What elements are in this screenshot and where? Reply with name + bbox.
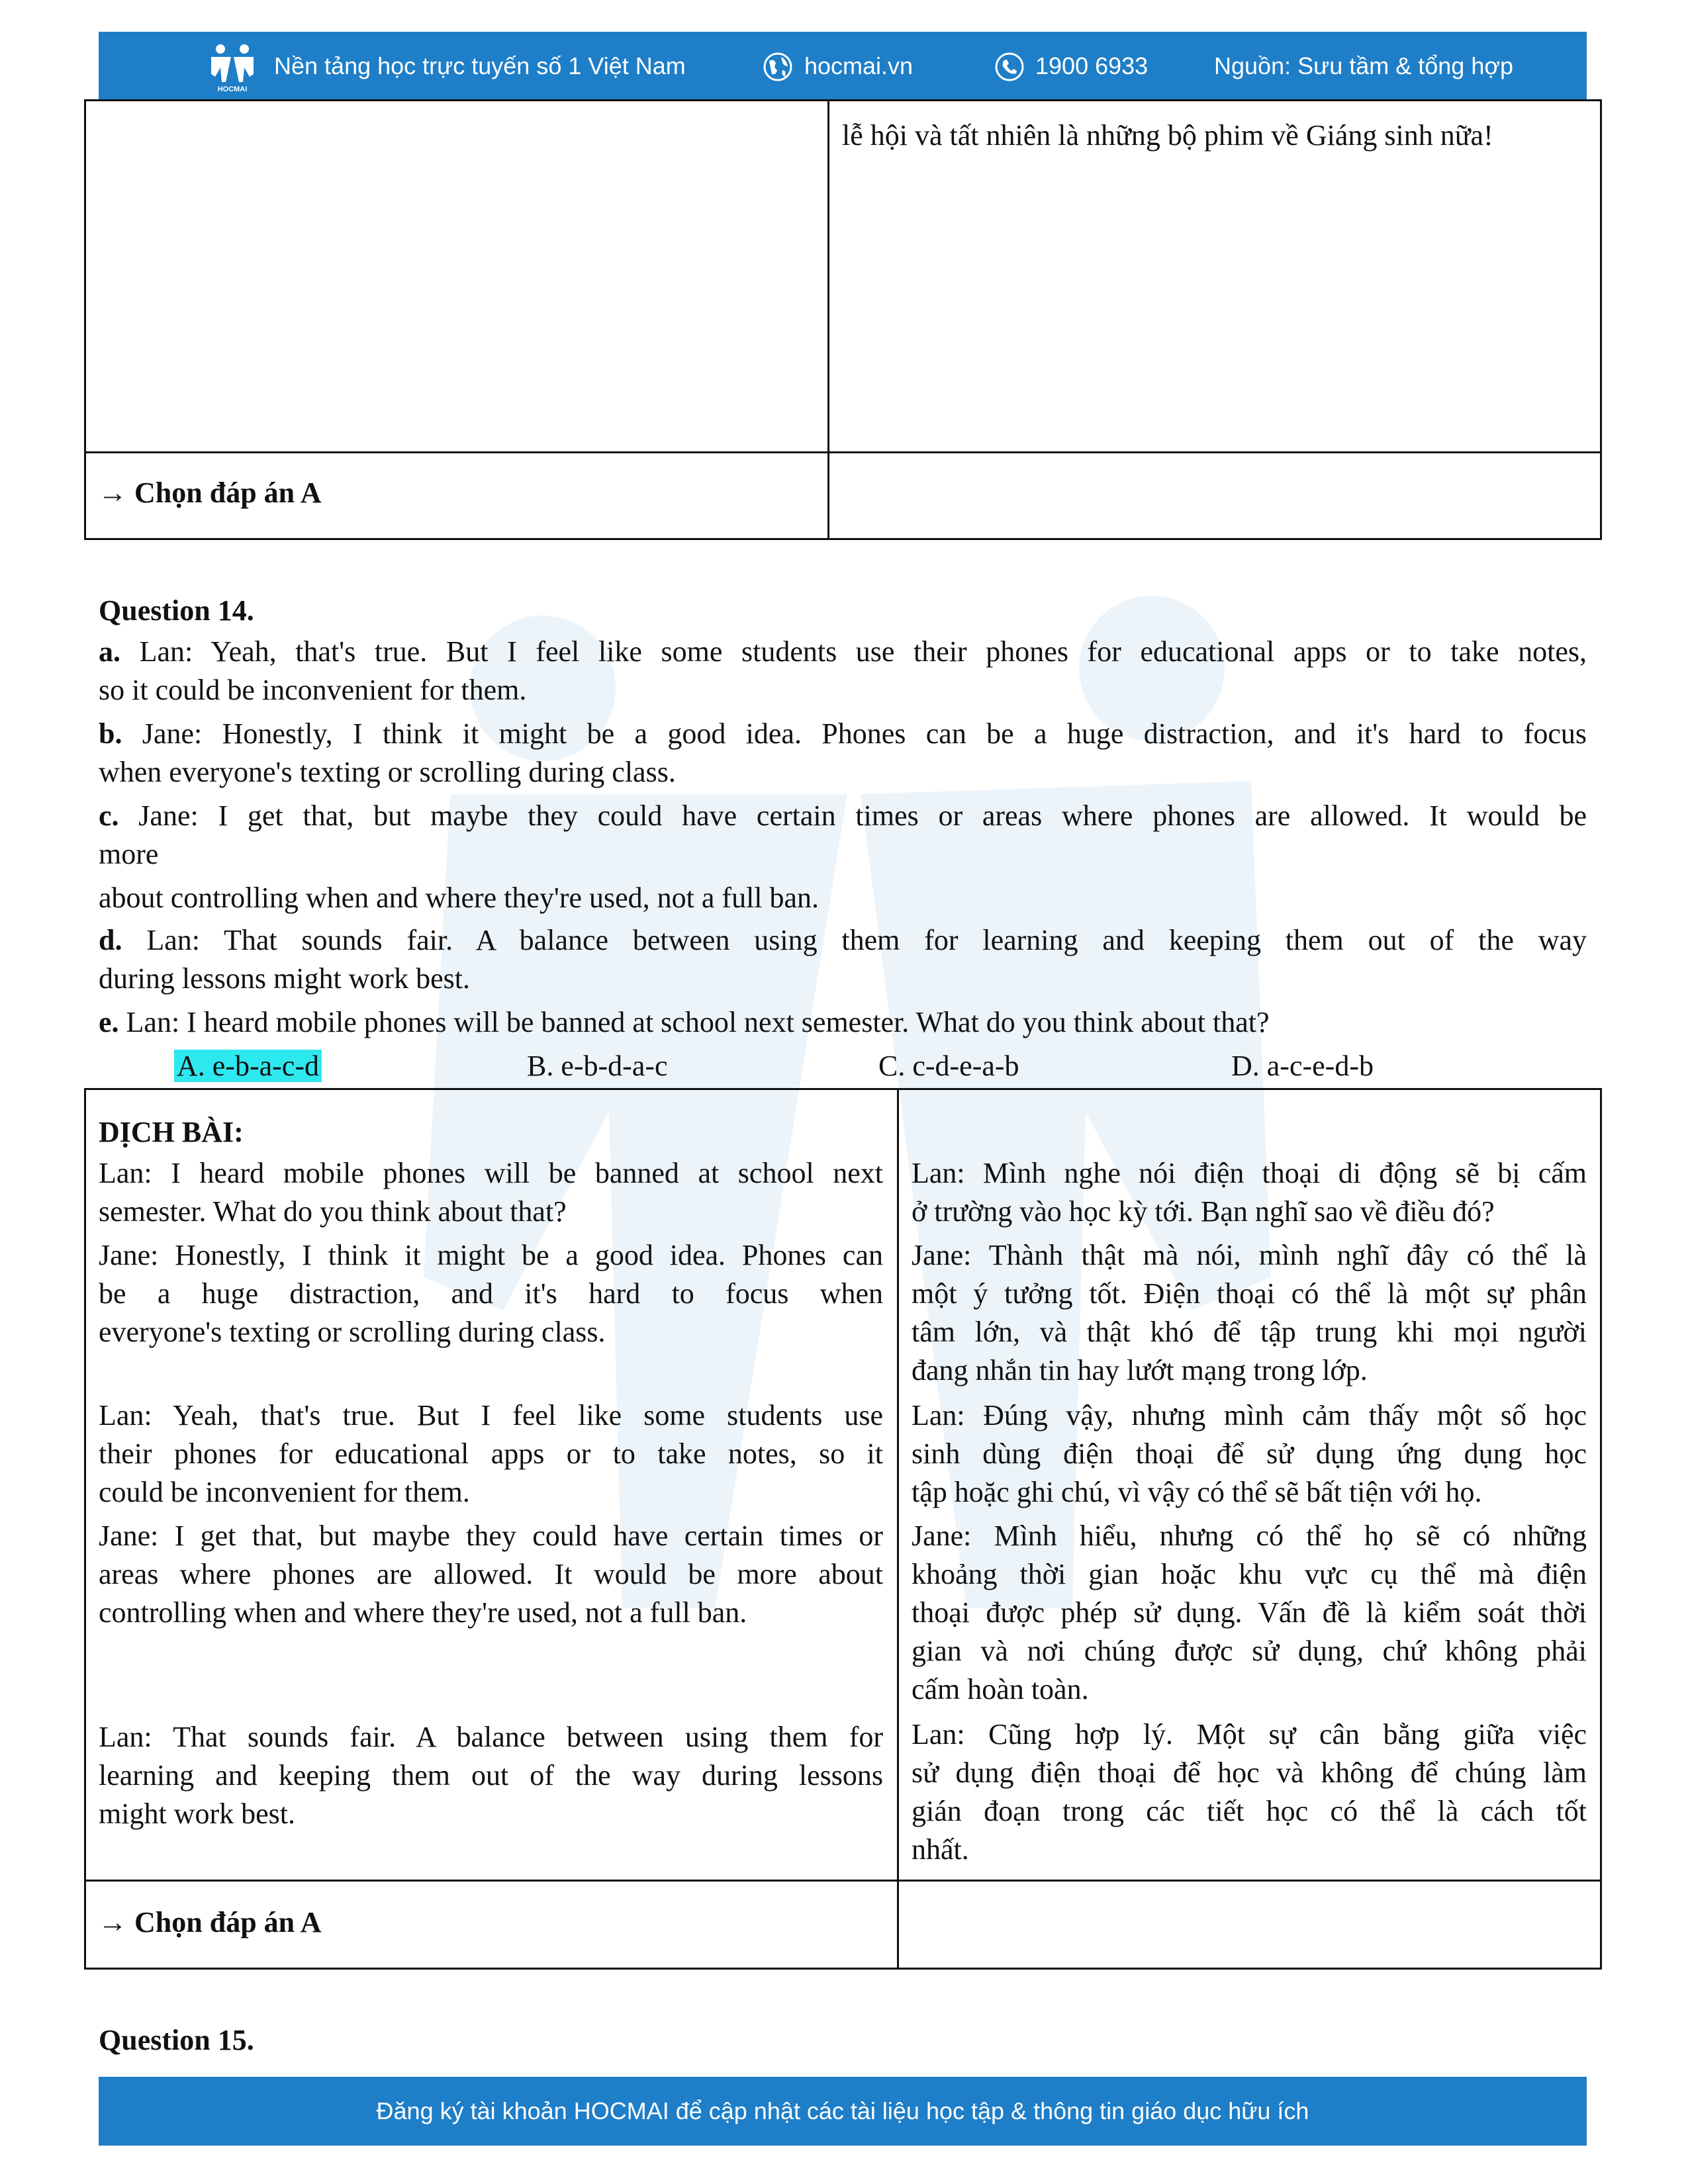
right-line: tâm lớn, và thật khó để tập trung khi mọi người bbox=[912, 1316, 1587, 1348]
option-text: Jane: I get that, but maybe they could have certain times or areas where phones are allowed. It would be bbox=[138, 799, 1587, 832]
left-line: their phones for educational apps or to take notes, so it bbox=[99, 1437, 883, 1470]
right-line: Jane: Thành thật mà nói, mình nghĩ đây có thể là bbox=[912, 1239, 1587, 1271]
footer-text: Đăng ký tài khoản HOCMAI để cập nhật các tài liệu học tập & thông tin giáo dục hữu ích bbox=[376, 2097, 1309, 2124]
answer-choice-b[interactable]: B. e-b-d-a-c bbox=[527, 1050, 668, 1082]
left-line: might work best. bbox=[99, 1797, 295, 1830]
table-divider bbox=[84, 451, 1602, 453]
globe-icon bbox=[763, 52, 793, 82]
right-line: gian và nơi chúng được sử dụng, chứ không phải bbox=[912, 1635, 1587, 1667]
top-banner bbox=[99, 32, 1587, 101]
q14-option-b-line1 bbox=[99, 715, 1587, 753]
option-label: d. bbox=[99, 924, 122, 956]
question-15-title: Question 15. bbox=[99, 2024, 254, 2056]
option-label: c. bbox=[99, 799, 119, 832]
right-line: nhất. bbox=[912, 1833, 969, 1866]
right-line: cấm hoàn toàn. bbox=[912, 1673, 1089, 1706]
left-line: controlling when and where they're used, not a full ban. bbox=[99, 1596, 747, 1629]
left-line: could be inconvenient for them. bbox=[99, 1476, 470, 1508]
option-label: b. bbox=[99, 717, 122, 750]
q14-option-a-line1 bbox=[99, 633, 1587, 671]
table-divider bbox=[897, 1088, 899, 1970]
left-line: Jane: Honestly, I think it might be a good idea. Phones can bbox=[99, 1239, 883, 1271]
header-website-link[interactable]: hocmai.vn bbox=[804, 52, 914, 79]
right-line: tập hoặc ghi chú, vì vậy có thể sẽ bất tiện với họ. bbox=[912, 1476, 1482, 1508]
left-line: Jane: I get that, but maybe they could have certain times or bbox=[99, 1520, 883, 1552]
header-tagline: Nền tảng học trực tuyến số 1 Việt Nam bbox=[274, 52, 686, 79]
left-line: areas where phones are allowed. It would be more about bbox=[99, 1558, 883, 1590]
q14-option-d-line1 bbox=[99, 921, 1587, 960]
phone-icon bbox=[994, 52, 1025, 82]
previous-translation-text: lễ hội và tất nhiên là những bộ phim về Giáng sinh nữa! bbox=[842, 119, 1493, 152]
logo-wordmark: HOCMAI bbox=[217, 85, 248, 93]
right-line: thoại được phép sử dụng. Vấn đề là kiểm soát thời bbox=[912, 1596, 1587, 1629]
q14-option-c-line2: more bbox=[99, 838, 159, 870]
answer-choice-c[interactable]: C. c-d-e-a-b bbox=[878, 1050, 1019, 1082]
right-line: sinh dùng điện thoại để sử dụng ứng dụng học bbox=[912, 1437, 1587, 1470]
option-text: Lan: Yeah, that's true. But I feel like some students use their phones for educational apps or to take notes, bbox=[139, 635, 1587, 668]
option-text: Lan: That sounds fair. A balance between using them for learning and keeping them out of the way bbox=[146, 924, 1587, 956]
right-line: gián đoạn trong các tiết học có thể là cách tốt bbox=[912, 1795, 1587, 1827]
left-line: be a huge distraction, and it's hard to focus when bbox=[99, 1277, 883, 1310]
right-line: ở trường vào học kỳ tới. Bạn nghĩ sao về điều đó? bbox=[912, 1195, 1495, 1228]
correct-answer-highlight: A. e-b-a-c-d bbox=[174, 1050, 322, 1082]
left-line: Lan: That sounds fair. A balance between using them for bbox=[99, 1721, 883, 1753]
left-line: semester. What do you think about that? bbox=[99, 1195, 567, 1228]
q14-option-a-line2: so it could be inconvenient for them. bbox=[99, 674, 527, 706]
option-text: Lan: I heard mobile phones will be banned at school next semester. What do you think about that? bbox=[126, 1006, 1270, 1038]
q14-option-b-line2: when everyone's texting or scrolling during class. bbox=[99, 756, 676, 788]
right-line: Lan: Mình nghe nói điện thoại di động sẽ bị cấm bbox=[912, 1157, 1587, 1189]
answer-choice-a[interactable] bbox=[174, 1047, 322, 1085]
bottom-banner[interactable] bbox=[99, 2077, 1587, 2146]
right-line: khoảng thời gian hoặc khu vực cụ thể mà điện bbox=[912, 1558, 1587, 1590]
previous-answer: → Chọn đáp án A bbox=[98, 477, 322, 509]
q14-option-d-line2: during lessons might work best. bbox=[99, 962, 470, 995]
left-line: Lan: I heard mobile phones will be banned at school next bbox=[99, 1157, 883, 1189]
left-line: everyone's texting or scrolling during class. bbox=[99, 1316, 606, 1348]
hocmai-logo-icon bbox=[206, 41, 259, 94]
table-divider bbox=[84, 1880, 1602, 1882]
right-line: Lan: Đúng vậy, nhưng mình cảm thấy một số học bbox=[912, 1399, 1587, 1432]
q14-option-c-line1 bbox=[99, 797, 1587, 835]
q14-option-e-line1 bbox=[99, 1003, 1270, 1042]
right-line: đang nhắn tin hay lướt mạng trong lớp. bbox=[912, 1354, 1368, 1387]
right-line: một ý tưởng tốt. Điện thoại có thể là một sự phân bbox=[912, 1277, 1587, 1310]
option-text: Jane: Honestly, I think it might be a good idea. Phones can be a huge distraction, and it's hard to focus bbox=[142, 717, 1587, 750]
option-label: a. bbox=[99, 635, 120, 668]
header-phone[interactable]: 1900 6933 bbox=[1035, 52, 1149, 79]
answer-choice-d[interactable]: D. a-c-e-d-b bbox=[1231, 1050, 1374, 1082]
option-label: e. bbox=[99, 1006, 119, 1038]
translation-heading: DỊCH BÀI: bbox=[99, 1116, 244, 1148]
translation-answer: → Chọn đáp án A bbox=[98, 1906, 322, 1938]
q14-option-c-line3: about controlling when and where they're used, not a full ban. bbox=[99, 882, 820, 914]
table-divider bbox=[827, 99, 829, 540]
question-14-title: Question 14. bbox=[99, 594, 254, 627]
header-source: Nguồn: Sưu tầm & tổng hợp bbox=[1214, 52, 1513, 79]
right-line: Lan: Cũng hợp lý. Một sự cân bằng giữa việc bbox=[912, 1718, 1587, 1751]
left-line: Lan: Yeah, that's true. But I feel like some students use bbox=[99, 1399, 883, 1432]
left-line: learning and keeping them out of the way during lessons bbox=[99, 1759, 883, 1792]
right-line: sử dụng điện thoại để học và không để chúng làm bbox=[912, 1756, 1587, 1789]
right-line: Jane: Mình hiểu, nhưng có thể họ sẽ có những bbox=[912, 1520, 1587, 1552]
